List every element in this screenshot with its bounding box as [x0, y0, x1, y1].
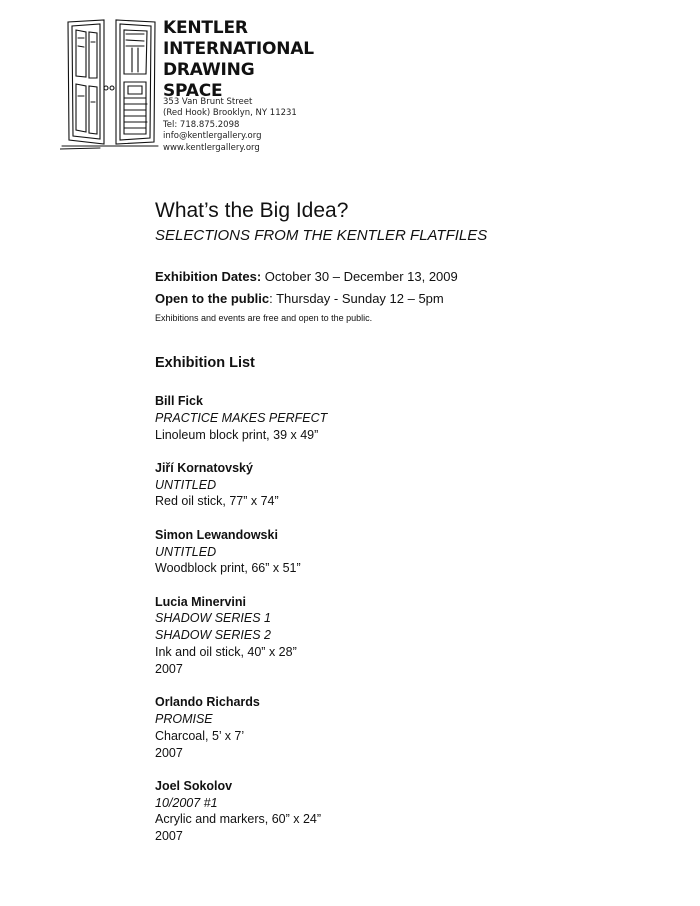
- dates-value: October 30 – December 13, 2009: [261, 269, 458, 284]
- list-item: [155, 527, 655, 577]
- artist-name: Joel Sokolov: [155, 778, 233, 793]
- opening-hours: [155, 291, 655, 307]
- email-address: info@kentlergallery.org: [163, 131, 262, 142]
- work-title: 10/2007 #1: [155, 795, 218, 810]
- artist-name: Lucia Minervini: [155, 594, 246, 609]
- exhibition-dates: [155, 269, 655, 285]
- address-line-2: (Red Hook) Brooklyn, NY 11231: [163, 108, 297, 119]
- artist-name: Simon Lewandowski: [155, 527, 278, 542]
- work-medium: Ink and oil stick, 40” x 28”: [155, 645, 297, 660]
- work-title: SHADOW SERIES 2: [155, 628, 271, 643]
- website-link[interactable]: www.kentlergallery.org: [163, 142, 260, 153]
- address-line-1: 353 Van Brunt Street: [163, 97, 253, 107]
- work-medium: Linoleum block print, 39 x 49”: [155, 427, 319, 442]
- dates-label: Exhibition Dates:: [155, 269, 262, 284]
- work-title: PRACTICE MAKES PERFECT: [155, 410, 328, 425]
- exhibition-subtitle: SELECTIONS FROM THE KENTLER FLATFILES: [155, 227, 488, 244]
- work-title: UNTITLED: [155, 544, 217, 559]
- hours-value: : Thursday - Sunday 12 – 5pm: [269, 291, 444, 306]
- exhibition-list-heading: Exhibition List: [155, 355, 255, 371]
- artist-name: Jiří Kornatovský: [155, 460, 253, 475]
- free-admission-note: Exhibitions and events are free and open to the public.: [155, 313, 373, 323]
- artist-name: Bill Fick: [155, 394, 203, 408]
- org-name-line: INTERNATIONAL: [163, 39, 314, 59]
- work-year: 2007: [155, 745, 183, 760]
- list-item: [155, 778, 655, 845]
- list-item: [155, 694, 655, 761]
- work-medium: Red oil stick, 77” x 74”: [155, 494, 279, 509]
- exhibition-list: [155, 393, 655, 845]
- list-item: [155, 460, 655, 510]
- org-name-line: DRAWING: [163, 60, 255, 80]
- work-year: 2007: [155, 661, 183, 676]
- list-item: [155, 393, 655, 443]
- work-title: UNTITLED: [155, 477, 217, 492]
- org-name-line: KENTLER: [163, 18, 248, 38]
- work-medium: Woodblock print, 66” x 51”: [155, 561, 301, 576]
- exhibition-title: What’s the Big Idea?: [155, 199, 349, 222]
- organization-name: [163, 18, 314, 102]
- hours-label: Open to the public: [155, 291, 270, 306]
- work-medium: Acrylic and markers, 60” x 24”: [155, 812, 322, 827]
- work-medium: Charcoal, 5’ x 7’: [155, 728, 245, 743]
- work-title: PROMISE: [155, 711, 213, 726]
- contact-block: [163, 97, 297, 154]
- work-year: 2007: [155, 829, 183, 844]
- work-title: SHADOW SERIES 1: [155, 611, 271, 626]
- artist-name: Orlando Richards: [155, 695, 260, 710]
- phone-number: Tel: 718.875.2098: [163, 119, 240, 130]
- main-content: [155, 198, 655, 862]
- list-item: [155, 594, 655, 678]
- open-doors-drawing-icon: [60, 16, 160, 152]
- org-name-line: SPACE: [163, 81, 223, 101]
